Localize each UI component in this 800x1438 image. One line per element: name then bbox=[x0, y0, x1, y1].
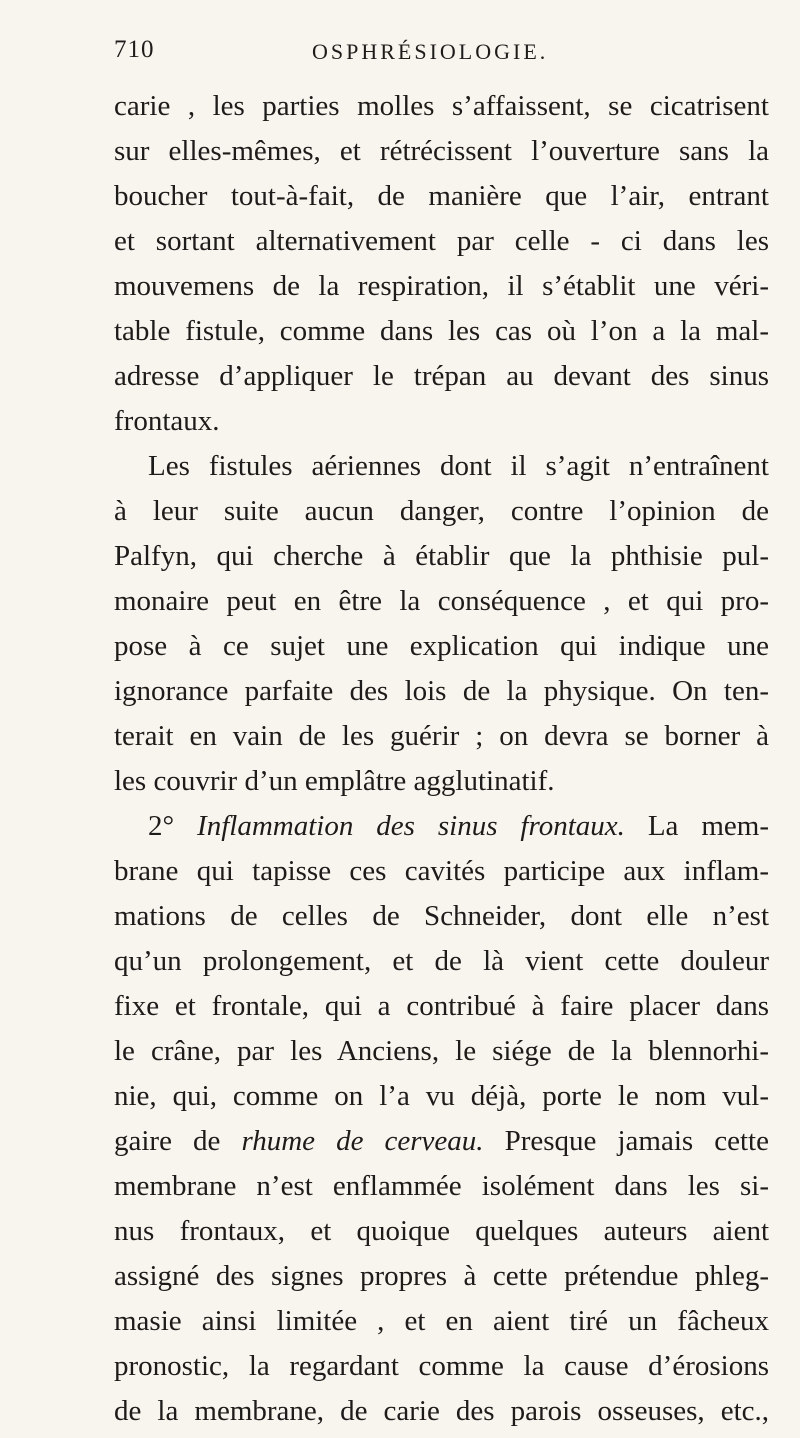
text-line: frontaux. bbox=[114, 405, 220, 437]
italic-term: rhume de cerveau. bbox=[241, 1125, 484, 1157]
text-line: mations de celles de Schneider, dont elle n’est bbox=[114, 900, 769, 932]
text-line: 2° Inflammation des sinus frontaux. La mem- bbox=[148, 810, 769, 842]
text-line: et sortant alternativement par celle - ci dans les bbox=[114, 225, 769, 257]
text-line: de la membrane, de carie des parois osseuses, etc., bbox=[114, 1395, 769, 1427]
text-line: brane qui tapisse ces cavités participe aux inflam- bbox=[114, 855, 769, 887]
text-line: sur elles-mêmes, et rétrécissent l’ouverture sans la bbox=[114, 135, 769, 167]
section-heading: Inflammation des sinus frontaux. bbox=[197, 810, 625, 842]
text-line: Palfyn, qui cherche à établir que la phthisie pul- bbox=[114, 540, 769, 572]
text-line: fixe et frontale, qui a contribué à faire placer dans bbox=[114, 990, 769, 1022]
text-line: mouvemens de la respiration, il s’établit une véri- bbox=[114, 270, 769, 302]
page-number: 710 bbox=[114, 36, 155, 63]
text-line: nus frontaux, et quoique quelques auteurs aient bbox=[114, 1215, 769, 1247]
text-line: carie , les parties molles s’affaissent, se cicatrisent bbox=[114, 90, 769, 122]
text-line: les couvrir d’un emplâtre agglutinatif. bbox=[114, 765, 555, 797]
text-line: table fistule, comme dans les cas où l’on a la mal- bbox=[114, 315, 769, 347]
text-line: adresse d’appliquer le trépan au devant des sinus bbox=[114, 360, 769, 392]
text-line: Les fistules aériennes dont il s’agit n’entraînent bbox=[148, 450, 769, 482]
text-line: qu’un prolongement, et de là vient cette douleur bbox=[114, 945, 769, 977]
text-line: pronostic, la regardant comme la cause d’érosions bbox=[114, 1350, 769, 1382]
page-header bbox=[114, 36, 694, 68]
text-line: à leur suite aucun danger, contre l’opinion de bbox=[114, 495, 769, 527]
text-line: membrane n’est enflammée isolément dans les si- bbox=[114, 1170, 769, 1202]
text-line: pose à ce sujet une explication qui indique une bbox=[114, 630, 769, 662]
text-line: monaire peut en être la conséquence , et qui pro- bbox=[114, 585, 769, 617]
running-title: OSPHRÉSIOLOGIE. bbox=[312, 39, 549, 64]
text-line: terait en vain de les guérir ; on devra se borner à bbox=[114, 720, 769, 752]
text-line: ignorance parfaite des lois de la physique. On ten- bbox=[114, 675, 769, 707]
text-line: le crâne, par les Anciens, le siége de la blennorhi- bbox=[114, 1035, 769, 1067]
text-line: masie ainsi limitée , et en aient tiré un fâcheux bbox=[114, 1305, 769, 1337]
text-line: assigné des signes propres à cette prétendue phleg- bbox=[114, 1260, 769, 1292]
text-line: boucher tout-à-fait, de manière que l’air, entrant bbox=[114, 180, 769, 212]
text-line: nie, qui, comme on l’a vu déjà, porte le nom vul- bbox=[114, 1080, 769, 1112]
text-line: gaire de rhume de cerveau. Presque jamais cette bbox=[114, 1125, 769, 1157]
body-text bbox=[114, 84, 769, 1434]
